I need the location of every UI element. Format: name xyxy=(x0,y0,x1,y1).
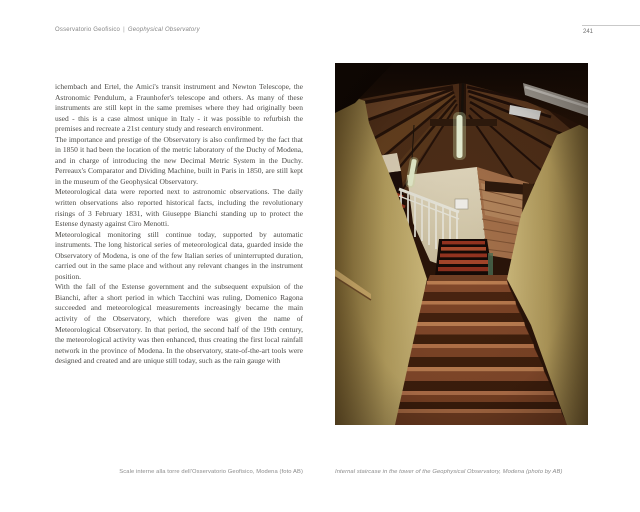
paragraph: The importance and prestige of the Observatory is also confirmed by the fact that in 1850 it had been the location of the metric laboratory of the Duchy of Modena, and in charge of introducing the new Decimal Metric System in the Duchy. Perreaux's Comparator and Dividing Machine, built in Paris in 1850, are still kept in the museum of the Geophysical Observatory. xyxy=(55,134,303,186)
paragraph: Meteorological monitoring still continue today, supported by automatic instruments. The long historical series of meteorological data, guarded inside the Observatory of Modena, is one of the few Italian series of uninterrupted duration, carried out in the same place and without any relevant changes in the instrument position. xyxy=(55,229,303,281)
page-number: 241 xyxy=(583,29,594,35)
staircase-photo xyxy=(335,63,588,425)
running-head-separator: | xyxy=(123,27,125,33)
paragraph: ichembach and Ertel, the Amici's transit instrument and Newton Telescope, the Astronomic Pendulum, a Fraunhofer's telescope and others. As many of these instruments are still kept in the same premises where they had originally been used - this is a case almost unique in Italy - it was possible to refurbish the premises and recreate a 21st century study and research environment. xyxy=(55,82,303,134)
staircase-photo-art xyxy=(335,63,588,425)
folio-rule xyxy=(582,25,640,26)
body-text-column xyxy=(55,82,303,367)
running-head-italian: Osservatorio Geofisico xyxy=(55,27,121,33)
caption-english: Internal staircase in the tower of the Geophysical Observatory, Modena (photo by AB) xyxy=(335,469,563,475)
paragraph: Meteorological data were reported next to astronomic observations. The daily written observations also reported historical facts, including the revolutionary risings of 3 February 1831, with Giuseppe Bianchi standing up to protect the Estense dynasty against Ciro Menotti. xyxy=(55,187,303,229)
vignette xyxy=(335,63,588,425)
running-head xyxy=(55,27,200,33)
caption-italian: Scale interne alla torre dell'Osservatorio Geofisico, Modena (foto AB) xyxy=(119,469,303,475)
paragraph: With the fall of the Estense government and the subsequent expulsion of the Bianchi, after a short period in which Tacchini was ruling, Domenico Ragona succeeded and meteorological measurements increasingly became the main activity of the Observatory, which therefore was given the name of Meteorological Observatory. In that period, the second half of the 19th century, the meteorological activity was then enhanced, thus creating the first local rainfall network in the province of Modena. In the observatory, state-of-the-art tools were designed and created and are unique still today, such as the rain gauge with xyxy=(55,282,303,366)
running-head-english: Geophysical Observatory xyxy=(127,27,200,33)
